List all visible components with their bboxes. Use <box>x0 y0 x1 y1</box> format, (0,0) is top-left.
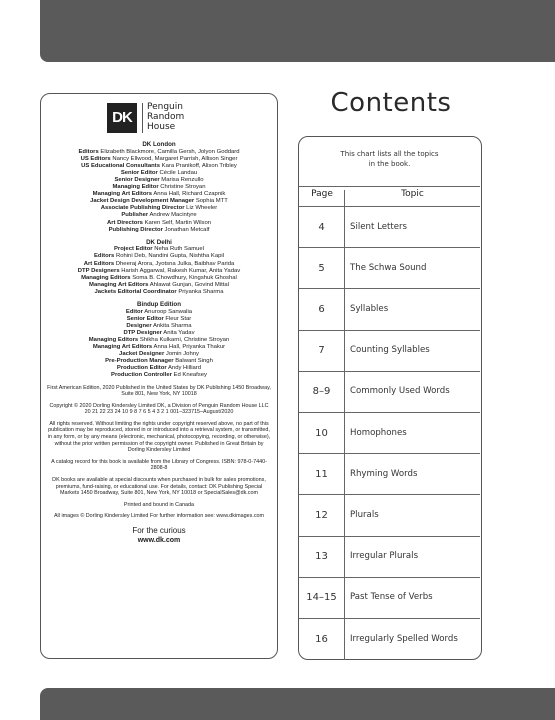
credit-row <box>45 212 273 219</box>
credit-role: DTP Designers <box>77 267 120 274</box>
section-title: DK Delhi <box>146 238 172 246</box>
credit-row <box>45 163 273 170</box>
credit-names: Ed Kneafsey <box>173 372 207 379</box>
page-number: 4 <box>318 221 325 233</box>
credit-role: Production Controller <box>111 372 172 379</box>
images-note: All images © Dorling Kindersley Limited For further information see: www.dkimages.com <box>53 513 265 520</box>
penguin-random-house-wordmark <box>147 102 184 132</box>
contents-row <box>299 371 480 413</box>
credit-role: Senior Designer <box>114 176 160 183</box>
credit-row <box>45 246 273 253</box>
page-number: 6 <box>318 303 325 315</box>
contents-row <box>299 577 480 619</box>
credit-row <box>45 365 273 372</box>
credit-names: Soma B. Chowdhury, Kingshuk Ghoshal <box>132 274 237 281</box>
logo-divider <box>142 103 143 133</box>
credit-role: Pre-Production Manager <box>105 358 174 365</box>
copyright-note: Copyright © 2020 Dorling Kindersley Limited DK, a Division of Penguin Random House LLC 20 21 22 23 24 10 9 8 7 6 5 4 3 2 1 001–323715–August/2020 <box>49 402 269 416</box>
credit-row <box>45 184 273 191</box>
credit-names: Marisa Renzullo <box>161 176 204 183</box>
publisher-logo <box>41 101 277 141</box>
credit-role: Managing Editors <box>81 274 131 281</box>
credit-names: Anuroop Sanwalia <box>144 308 193 315</box>
credit-names: Neha Ruth Samuel <box>154 246 205 253</box>
credit-row <box>45 309 273 316</box>
edition-note: First American Edition, 2020 Published in the United States by DK Publishing 1450 Broadway, Suite 801, New York, NY 10018 <box>47 384 271 398</box>
page-number: 13 <box>315 551 328 563</box>
credit-names: Andy Hilliard <box>167 365 202 372</box>
credit-row <box>45 177 273 184</box>
credit-role: Jacket Design Development Manager <box>90 198 195 205</box>
credit-row <box>45 372 273 379</box>
credit-role: Publishing Director <box>108 226 163 233</box>
credit-role: Project Editor <box>113 246 153 253</box>
credit-row <box>45 227 273 234</box>
credit-names: Shikha Kulkarni, Christine Stroyan <box>139 336 230 343</box>
topic-name: The Schwa Sound <box>350 262 427 273</box>
credit-role: US Educational Consultants <box>81 162 161 169</box>
credit-role: Managing Editors <box>88 336 139 343</box>
credit-row <box>45 275 273 282</box>
credit-row <box>45 289 273 296</box>
page-number: 11 <box>315 468 328 480</box>
credit-names: Priyanka Sharma <box>178 288 224 295</box>
credit-row <box>45 198 273 205</box>
credit-role: Managing Editor <box>112 184 159 191</box>
credit-names: Andrew Macintyre <box>149 212 197 219</box>
credit-role: Editors <box>78 148 99 155</box>
table-top-rule <box>299 186 480 187</box>
credit-role: Senior Editor <box>120 169 158 176</box>
topic-name: Counting Syllables <box>350 345 430 356</box>
contents-row <box>299 412 480 454</box>
credits-dk-delhi <box>41 239 277 296</box>
credit-row <box>45 330 273 337</box>
credit-names: Kara Pranikoff, Alison Tribley <box>161 162 237 169</box>
contents-row <box>299 330 480 372</box>
credit-row <box>45 282 273 289</box>
intro-line: in the book. <box>368 160 411 168</box>
credit-role: US Editors <box>80 155 111 162</box>
credit-row <box>45 351 273 358</box>
special-sales-note: DK books are available at special discounts when purchased in bulk for sales promotions, premiums, fund-raising, or educational use. For details, contact: DK Publishing Special Markets 1450 Broadway, Suite 801, New York, NY 10018 or SpecialSales@dk.com <box>52 477 266 497</box>
contents-row <box>299 618 480 660</box>
topic-name: Irregularly Spelled Words <box>350 633 458 644</box>
credit-role: Senior Editor <box>126 315 164 322</box>
credit-names: Balwant Singh <box>175 358 213 365</box>
contents-row <box>299 206 480 248</box>
intro-line: This chart lists all the topics <box>340 150 439 158</box>
page-number: 10 <box>315 427 328 439</box>
credit-role: Production Editor <box>116 365 167 372</box>
section-title: DK London <box>142 141 176 148</box>
credit-names: Dheeraj Arora, Jyotsna Julka, Baibhav Parida <box>115 260 235 267</box>
tagline: For the curious <box>132 526 186 535</box>
credit-names: Harish Aggarwal, Rakesh Kumar, Anita Yadav <box>121 267 241 274</box>
table-header <box>299 189 480 206</box>
website-url: www.dk.com <box>137 537 181 544</box>
credit-role: Managing Art Editors <box>92 344 153 351</box>
credit-names: Anna Hall, Priyanka Thakur <box>153 344 226 351</box>
topic-name: Rhyming Words <box>350 468 418 479</box>
contents-row <box>299 288 480 330</box>
credit-role: Publisher <box>121 212 149 219</box>
credit-role: Art Editors <box>83 260 115 267</box>
credit-role: DTP Designer <box>123 329 162 336</box>
rights-note: All rights reserved. Without limiting the rights under copyright reserved above, no part of this publication may be reproduced, stored in or introduced into a retrieval system, or transmitted, in any form, or by any means (electronic, mechanical, photocopying, recording, or otherwise), without the prior written permission of the copyright owner. Published in Great Britain by Dorling Kindersley Limited <box>47 420 271 454</box>
contents-row <box>299 494 480 536</box>
credit-row <box>45 253 273 260</box>
credit-row <box>45 323 273 330</box>
top-banner <box>40 0 555 62</box>
credit-role: Associate Publishing Director <box>100 205 185 212</box>
section-title: Bindup Edition <box>137 300 181 308</box>
credit-names: Anna Hall, Richard Czapnik <box>153 191 226 198</box>
credit-row <box>45 344 273 351</box>
page-number: 16 <box>315 633 328 645</box>
page-title: Contents <box>330 88 452 118</box>
credit-role: Editor <box>125 308 143 315</box>
credits-dk-london <box>41 141 277 234</box>
credit-names: Fleur Star <box>165 315 192 322</box>
credit-names: Karen Self, Martin Wilson <box>144 219 212 226</box>
credits-panel <box>40 93 278 659</box>
header-page: Page <box>311 189 333 199</box>
credit-names: Ahlawat Gunjan, Govind Mittal <box>149 281 229 288</box>
credit-names: Nancy Ellwood, Margaret Parrish, Allison Singer <box>112 155 238 162</box>
credit-role: Jackets Editorial Coordinator <box>94 288 177 295</box>
credit-row <box>45 170 273 177</box>
printed-note: Printed and bound in Canada <box>123 501 195 508</box>
credit-names: Jonathan Metcalf <box>164 226 210 233</box>
credit-row <box>45 220 273 227</box>
imprint-line: House <box>147 122 176 132</box>
credit-row <box>45 268 273 275</box>
credit-names: Cécile Landau <box>159 169 198 176</box>
catalog-note: A catalog record for this book is available from the Library of Congress. ISBN: 978-0-7440-2808-8 <box>51 458 267 472</box>
credit-names: Anita Yadav <box>163 329 195 336</box>
topic-name: Plurals <box>350 509 379 520</box>
header-topic: Topic <box>401 189 424 199</box>
credit-role: Editors <box>94 253 115 260</box>
bottom-banner <box>40 688 555 720</box>
credit-row <box>45 261 273 268</box>
credit-names: Sophia MTT <box>195 198 228 205</box>
contents-row <box>299 453 480 495</box>
credit-names: Rohini Deb, Nandini Gupta, Nishtha Kapil <box>115 253 224 260</box>
page-number: 7 <box>318 345 325 357</box>
credit-row <box>45 191 273 198</box>
credit-role: Managing Art Editors <box>89 281 149 288</box>
contents-row <box>299 536 480 578</box>
page-number: 5 <box>318 262 325 274</box>
contents-table <box>298 136 482 660</box>
credit-names: Christine Stroyan <box>160 184 206 191</box>
credit-role: Art Directors <box>106 219 143 226</box>
imprint-line: Penguin <box>147 102 183 112</box>
credit-row <box>45 337 273 344</box>
credit-row <box>45 149 273 156</box>
credit-role: Managing Art Editors <box>92 191 152 198</box>
page-number: 12 <box>315 509 328 521</box>
topic-name: Syllables <box>350 303 389 314</box>
credit-names: Liz Wheeler <box>186 205 218 212</box>
credit-row <box>45 156 273 163</box>
credit-names: Jomin Johny <box>165 351 199 358</box>
topic-name: Irregular Plurals <box>350 551 419 562</box>
page-number: 8–9 <box>312 386 331 398</box>
credit-row <box>45 316 273 323</box>
credits-bindup-edition <box>41 301 277 380</box>
topic-name: Past Tense of Verbs <box>350 592 433 603</box>
credit-row <box>45 205 273 212</box>
topic-name: Silent Letters <box>350 221 408 232</box>
page-number: 14–15 <box>306 592 337 604</box>
topic-name: Commonly Used Words <box>350 386 450 397</box>
contents-intro <box>299 149 480 169</box>
topic-name: Homophones <box>350 427 407 438</box>
imprint-line: Random <box>147 112 185 122</box>
contents-row <box>299 247 480 289</box>
credit-role: Designer <box>126 322 152 329</box>
credit-row <box>45 358 273 365</box>
dk-logo: DK <box>107 103 137 133</box>
credit-names: Elizabeth Blackmore, Camilla Gersh, Jolyon Goddard <box>100 148 240 155</box>
credit-names: Ankita Sharma <box>152 322 192 329</box>
credit-role: Jacket Designer <box>119 351 165 358</box>
